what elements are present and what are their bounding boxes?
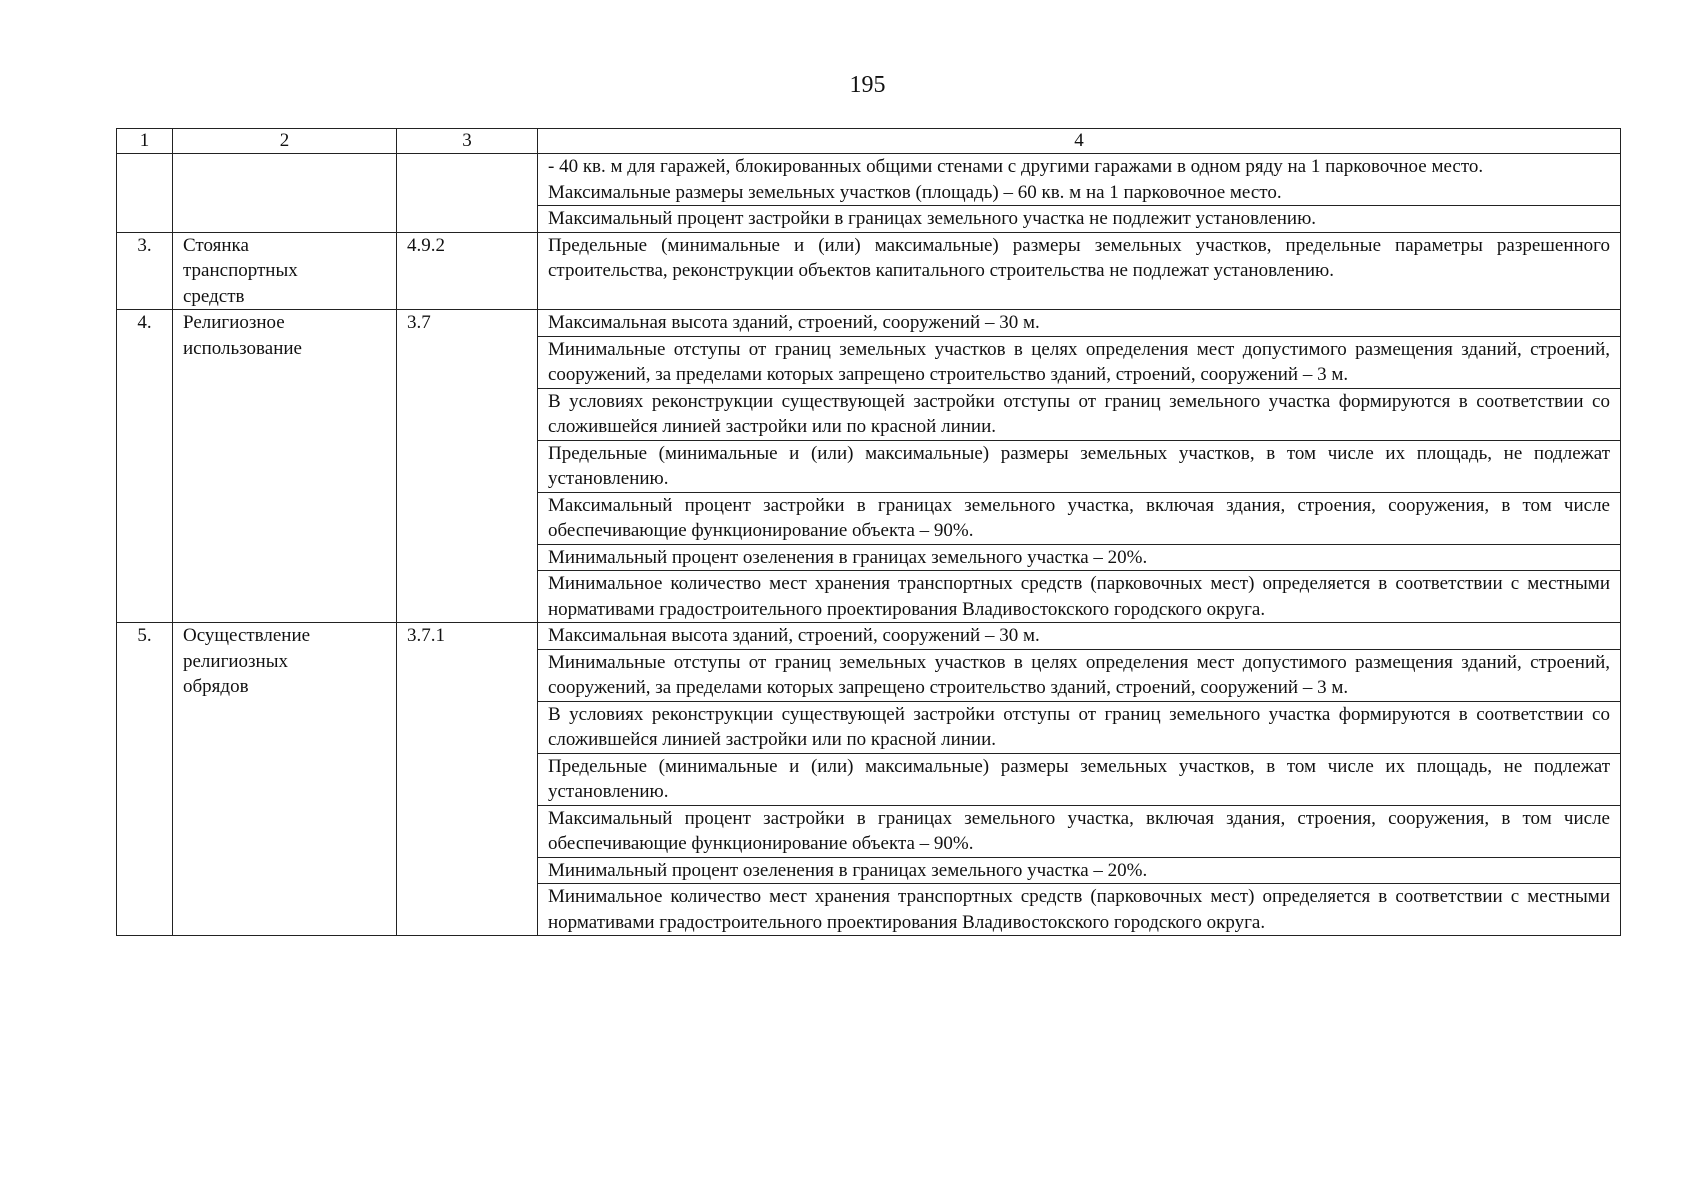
param-cell: В условиях реконструкции существующей застройки отступы от границ земельного участка формируются в соответствии со сложившейся линией застройки или по красной линии. — [538, 701, 1621, 753]
param-cell: Предельные (минимальные и (или) максимальные) размеры земельных участков, в том числе их площадь, не подлежат установлению. — [538, 440, 1621, 492]
use-code: 3.7 — [397, 310, 538, 623]
param-cell: Максимальная высота зданий, строений, сооружений – 30 м. — [538, 310, 1621, 337]
param-cell: Минимальное количество мест хранения транспортных средств (парковочных мест) определяется в соответствии с местными нормативами градостроительного проектирования Владивостокского городского округа. — [538, 884, 1621, 936]
param-cell: Максимальный процент застройки в границах земельного участка, включая здания, строения, сооружения, в том числе обеспечивающие функционирование объекта – 90%. — [538, 805, 1621, 857]
param-cell: Максимальная высота зданий, строений, сооружений – 30 м. — [538, 623, 1621, 650]
header-col-2: 2 — [173, 129, 397, 154]
use-name: Осуществление религиозных обрядов — [173, 623, 397, 936]
param-cell: Максимальный процент застройки в границах земельного участка, включая здания, строения, сооружения, в том числе обеспечивающие функционирование объекта – 90%. — [538, 492, 1621, 544]
param-cell: Минимальные отступы от границ земельных участков в целях определения мест допустимого размещения зданий, строений, сооружений, за пределами которых запрещено строительство зданий, строений, сооружений – 3 м. — [538, 649, 1621, 701]
row-number: 3. — [117, 232, 173, 310]
page-number: 195 — [849, 72, 886, 98]
table-row — [117, 310, 1621, 337]
table-row — [117, 232, 1621, 310]
use-code: 4.9.2 — [397, 232, 538, 310]
param-text: - 40 кв. м для гаражей, блокированных общими стенами с другими гаражами в одном ряду на 1 парковочное место. — [548, 156, 1484, 177]
row-number: 4. — [117, 310, 173, 623]
regulations-table — [116, 128, 1621, 936]
cell-empty — [173, 154, 397, 233]
param-cell: В условиях реконструкции существующей застройки отступы от границ земельного участка формируются в соответствии со сложившейся линией застройки или по красной линии. — [538, 388, 1621, 440]
param-cell: Предельные (минимальные и (или) максимальные) размеры земельных участков, в том числе их площадь, не подлежат установлению. — [538, 753, 1621, 805]
param-cell: Минимальный процент озеленения в границах земельного участка – 20%. — [538, 857, 1621, 884]
use-name: Религиозное использование — [173, 310, 397, 623]
param-cell: Минимальный процент озеленения в границах земельного участка – 20%. — [538, 544, 1621, 571]
header-col-3: 3 — [397, 129, 538, 154]
use-name: Стоянка транспортных средств — [173, 232, 397, 310]
table-row — [117, 154, 1621, 206]
param-cell: Предельные (минимальные и (или) максимальные) размеры земельных участков, предельные параметры разрешенного строительства, реконструкции объектов капитального строительства не подлежат установлению. — [538, 232, 1621, 310]
use-code: 3.7.1 — [397, 623, 538, 936]
param-cell: Минимальные отступы от границ земельных участков в целях определения мест допустимого размещения зданий, строений, сооружений, за пределами которых запрещено строительство зданий, строений, сооружений – 3 м. — [538, 336, 1621, 388]
cell-empty — [397, 154, 538, 233]
param-cell: Максимальный процент застройки в границах земельного участка не подлежит установлению. — [538, 206, 1621, 233]
param-cell: Минимальное количество мест хранения транспортных средств (парковочных мест) определяется в соответствии с местными нормативами градостроительного проектирования Владивостокского городского округа. — [538, 571, 1621, 623]
param-text: Максимальные размеры земельных участков (площадь) – 60 кв. м на 1 парковочное место. — [548, 181, 1282, 203]
header-col-1: 1 — [117, 129, 173, 154]
table-header-row — [117, 129, 1621, 154]
cell-empty — [117, 154, 173, 233]
row-number: 5. — [117, 623, 173, 936]
header-col-4: 4 — [538, 129, 1621, 154]
table-row — [117, 623, 1621, 650]
param-cell — [538, 154, 1621, 206]
